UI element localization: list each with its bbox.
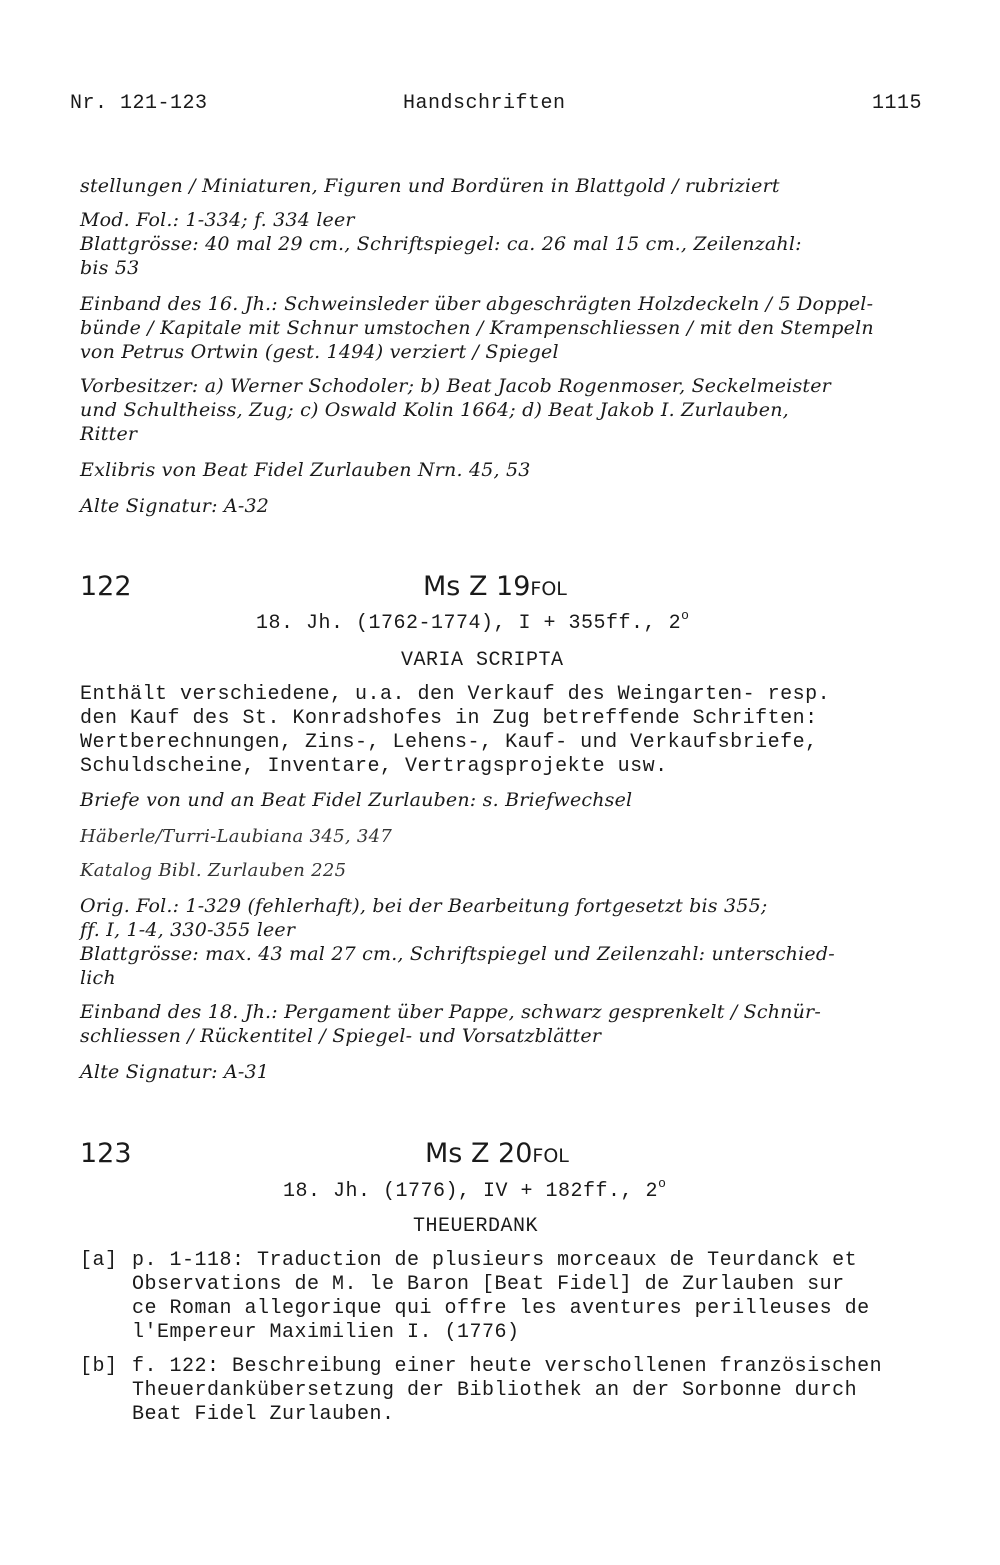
entry-122-reference-1: Häberle/Turri-Laubiana 345, 347: [80, 826, 393, 847]
text-line: Mod. Fol.: 1-334; f. 334 leer: [80, 209, 355, 231]
format-superscript: o: [681, 608, 690, 623]
text-line: Orig. Fol.: 1-329 (fehlerhaft), bei der Bearbeitung fortgesetzt bis 355;: [80, 895, 768, 917]
date-text: 18. Jh. (1762-1774), I + 355ff., 2: [256, 612, 682, 635]
text-line: lich: [80, 967, 116, 989]
text-line: Wertberechnungen, Zins-, Lehens-, Kauf- und Verkaufsbriefe,: [80, 731, 818, 754]
text-line: Einband des 18. Jh.: Pergament über Pappe, schwarz gesprenkelt / Schnür-: [80, 1001, 821, 1023]
entry-121-provenance: [80, 374, 831, 446]
entry-122-number: 122: [80, 571, 132, 602]
item-label: [a]: [80, 1249, 118, 1272]
text-line: Enthält verschiedene, u.a. den Verkauf des Weingarten- resp.: [80, 683, 831, 706]
text-line: Blattgrösse: 40 mal 29 cm., Schriftspiegel: ca. 26 mal 15 cm., Zeilenzahl:: [80, 233, 802, 255]
shelfmark-suffix: FOL: [532, 1145, 569, 1167]
item-label: [b]: [80, 1355, 118, 1378]
format-superscript: o: [658, 1176, 667, 1191]
entry-122-reference-2: Katalog Bibl. Zurlauben 225: [80, 860, 347, 881]
text-line: schliessen / Rückentitel / Spiegel- und Vorsatzblätter: [80, 1025, 602, 1047]
text-line: Vorbesitzer: a) Werner Schodoler; b) Beat Jacob Rogenmoser, Seckelmeister: [80, 375, 831, 397]
shelfmark-text: Ms Z 19: [423, 571, 531, 602]
entry-121-description: [80, 174, 780, 198]
text-line: Observations de M. le Baron [Beat Fidel] de Zurlauben sur: [132, 1273, 845, 1296]
text-line: f. 122: Beschreibung einer heute verschollenen französischen: [132, 1355, 883, 1378]
entry-122-date-line: [256, 608, 690, 635]
text-line: von Petrus Ortwin (gest. 1494) verziert / Spiegel: [80, 341, 559, 363]
entry-121-binding: [80, 292, 874, 364]
text-line: Ritter: [80, 423, 138, 445]
text-line: Schuldscheine, Inventare, Vertragsprojekte usw.: [80, 755, 668, 778]
entry-121-exlibris: Exlibris von Beat Fidel Zurlauben Nrn. 45, 53: [80, 459, 531, 481]
text-line: ff. I, 1-4, 330-355 leer: [80, 919, 296, 941]
text-line: Beat Fidel Zurlauben.: [132, 1403, 395, 1426]
text-line: l'Empereur Maximilien I. (1776): [132, 1321, 520, 1344]
entry-122-title: VARIA SCRIPTA: [401, 649, 564, 672]
text-line: den Kauf des St. Konradshofes in Zug betreffende Schriften:: [80, 707, 818, 730]
shelfmark-suffix: FOL: [530, 578, 567, 600]
running-header-left: Nr. 121-123: [70, 92, 208, 115]
text-line: Theuerdankübersetzung der Bibliothek an der Sorbonne durch: [132, 1379, 858, 1402]
text-line: stellungen / Miniaturen, Figuren und Bordüren in Blattgold / rubriziert: [80, 175, 780, 197]
entry-121-foliation: [80, 208, 802, 280]
entry-123-title: THEUERDANK: [413, 1215, 539, 1238]
entry-123-item-b: [80, 1355, 980, 1431]
shelfmark-text: Ms Z 20: [425, 1138, 533, 1169]
text-line: ce Roman allegorique qui offre les aventures perilleuses de: [132, 1297, 870, 1320]
entry-123-date-line: [283, 1176, 667, 1203]
text-line: p. 1-118: Traduction de plusieurs morceaux de Teurdanck et: [132, 1249, 858, 1272]
page-number: 1115: [872, 92, 923, 115]
text-line: bünde / Kapitale mit Schnur umstochen / Krampenschliessen / mit den Stempeln: [80, 317, 874, 339]
entry-122-shelfmark: [423, 571, 567, 602]
entry-122-letters: Briefe von und an Beat Fidel Zurlauben: s. Briefwechsel: [80, 789, 633, 811]
text-line: bis 53: [80, 257, 140, 279]
entry-122-old-signature: Alte Signatur: A-31: [80, 1061, 270, 1083]
entry-123-item-a: [80, 1249, 980, 1349]
entry-121-old-signature: Alte Signatur: A-32: [80, 495, 270, 517]
text-line: Einband des 16. Jh.: Schweinsleder über abgeschrägten Holzdeckeln / 5 Doppel-: [80, 293, 874, 315]
date-text: 18. Jh. (1776), IV + 182ff., 2: [283, 1180, 659, 1203]
entry-123-shelfmark: [425, 1138, 569, 1169]
text-line: Blattgrösse: max. 43 mal 27 cm., Schriftspiegel und Zeilenzahl: unterschied-: [80, 943, 835, 965]
entry-123-number: 123: [80, 1138, 132, 1169]
entry-122-content: [80, 683, 830, 779]
running-header-title: Handschriften: [403, 92, 566, 115]
entry-122-foliation: [80, 894, 835, 990]
entry-122-binding: [80, 1000, 821, 1048]
text-line: und Schultheiss, Zug; c) Oswald Kolin 1664; d) Beat Jakob I. Zurlauben,: [80, 399, 789, 421]
